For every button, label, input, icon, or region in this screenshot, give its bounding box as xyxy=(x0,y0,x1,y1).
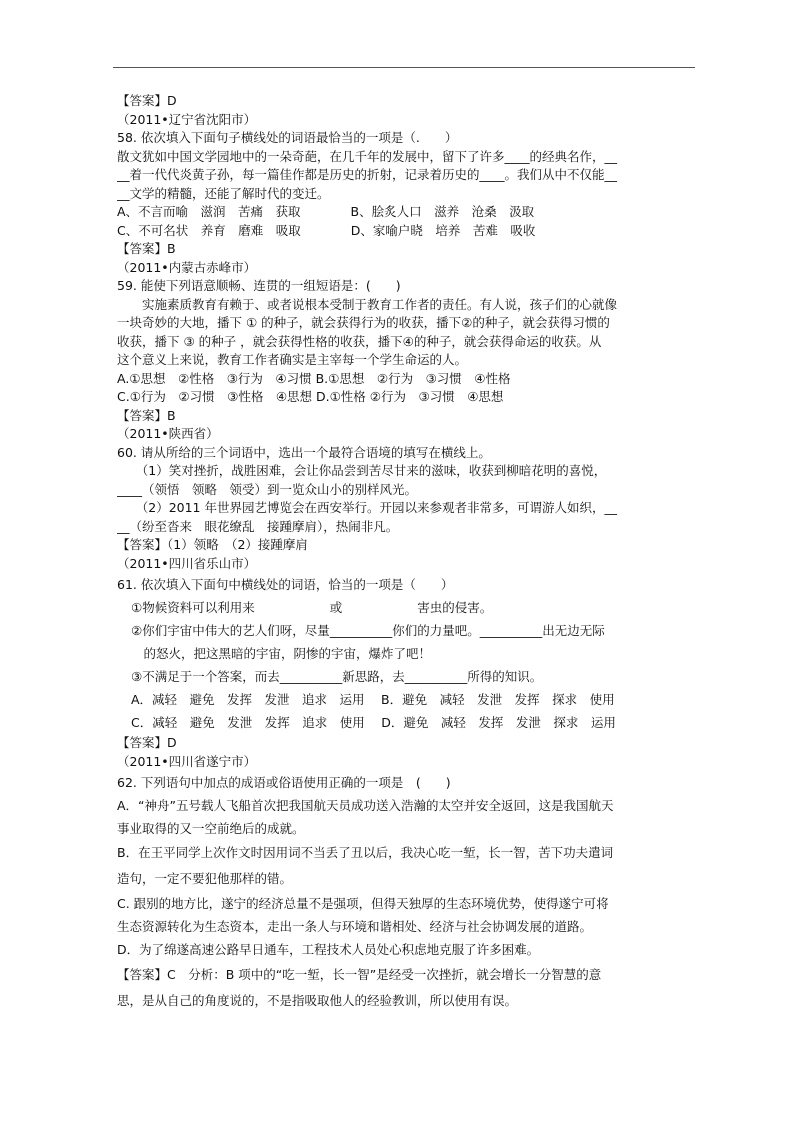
question-text: 散文犹如中国文学园地中的一朵奇葩，在几千年的发展中，留下了许多____的经典名作，__ xyxy=(117,148,618,164)
option-line: B．在王平同学上次作文时因用词不当丢了丑以后，我决心吃一堑，长一智，苦下功夫遣词 xyxy=(117,845,614,860)
answer-line: 【答案】B xyxy=(117,241,176,256)
answer-line: 【答案】（1）领略 （2）接踵摩肩 xyxy=(117,537,308,552)
option-line: A．“神舟”五号载人飞船首次把我国航天员成功送入浩瀚的太空并安全返回，这是我国航天 xyxy=(117,798,614,813)
answer-analysis: 【答案】C 分析：B 项中的“吃一堑，长一智”是经受一次挫折，就会增长一分智慧的意 xyxy=(117,967,602,982)
option-line: A．减轻 避免 发挥 发泄 追求 运用 B．避免 减轻 发泄 发挥 探求 使用 xyxy=(131,692,615,707)
header-rule xyxy=(113,67,695,68)
question-text: 一块奇妙的大地，播下 ① 的种子，就会获得行为的收获，播下②的种子，就会获得习惯的 xyxy=(117,315,610,330)
answer-line: 【答案】D xyxy=(117,93,177,108)
question-text: （2）2011 年世界园艺博览会在西安举行。开园以来参观者非常多，可谓游人如织，__ xyxy=(117,500,617,515)
question-62-stem: 62. 下列语句中加点的成语或俗语使用正确的一项是 ( ) xyxy=(117,775,451,790)
option-line: C.①行为 ②习惯 ③性格 ④思想 D.①性格 ②行为 ③习惯 ④思想 xyxy=(117,389,504,404)
question-61-stem: 61. 依次填入下面句中横线处的词语，恰当的一项是（ ） xyxy=(117,577,454,592)
option-line: C、不可名状 养育 磨难 吸取 D、家喻户晓 培养 苦难 吸收 xyxy=(117,222,536,238)
question-text: 收获，播下 ③ 的种子 ，就会获得性格的收获，播下④的种子，就会获得命运的收获。从 xyxy=(117,333,602,349)
question-text: ①物候资料可以利用来 或 害虫的侵害。 xyxy=(131,600,493,615)
source-line: （2011•内蒙古赤峰市） xyxy=(117,259,257,275)
question-text: 这个意义上来说，教育工作者确实是主宰每一个学生命运的人。 xyxy=(117,352,468,367)
option-line: D．为了绵遂高速公路早日通车，工程技术人员处心积虑地克服了许多困难。 xyxy=(117,942,540,957)
question-text: __（纷至沓来 眼花缭乱 接踵摩肩），热闹非凡。 xyxy=(117,518,399,534)
question-text: __着一代代炎黄子孙，每一篇佳作都是历史的折射，记录着历史的____。我们从中不仅能__ xyxy=(117,167,618,182)
answer-analysis: 思，是从自己的角度说的，不是指吸取他人的经验教训，所以使用有误。 xyxy=(117,993,518,1008)
question-58-stem: 58. 依次填入下面句子横线处的词语最恰当的一项是（. ） xyxy=(117,130,458,145)
question-text: 实施素质教育有赖于、或者说根本受制于教育工作者的责任。有人说，孩子们的心就像 xyxy=(117,296,618,312)
answer-line: 【答案】B xyxy=(117,407,176,423)
answer-line: 【答案】D xyxy=(117,735,177,750)
option-line: C. 跟别的地方比，遂宁的经济总量不是强项，但得天独厚的生态环境优势，使得遂宁可将 xyxy=(117,896,609,911)
option-line: C．减轻 避免 发泄 发挥 追求 使用 D．避免 减轻 发挥 发泄 探求 运用 xyxy=(131,715,616,730)
option-line: 生态资源转化为生态资本，走出一条人与环境和谐相处、经济与社会协调发展的道路。 xyxy=(117,919,593,934)
source-line: （2011•四川省遂宁市） xyxy=(117,753,257,769)
option-line: 造句，一定不要犯他那样的错。 xyxy=(117,871,293,886)
question-text: （1）笑对挫折，战胜困难，会让你品尝到苦尽甘来的滋味，收获到柳暗花明的喜悦， xyxy=(117,463,607,478)
question-text: 的怒火，把这黑暗的宇宙，阴惨的宇宙，爆炸了吧！ xyxy=(131,646,432,661)
document-body xyxy=(117,92,695,1013)
question-text: ②你们宇宙中伟大的艺人们呀，尽量__________你们的力量吧。__________出无边无际 xyxy=(131,623,605,638)
option-line: 事业取得的又一空前绝后的成就。 xyxy=(117,821,305,836)
question-60-stem: 60. 请从所给的三个词语中，选出一个最符合语境的填写在横线上。 xyxy=(117,444,491,460)
question-text: __文学的精髓，还能了解时代的变迁。 xyxy=(117,185,330,201)
option-line: A.①思想 ②性格 ③行为 ④习惯 B.①思想 ②行为 ③习惯 ④性格 xyxy=(117,370,511,386)
source-line: （2011•陕西省） xyxy=(117,426,219,441)
source-line: （2011•辽宁省沈阳市） xyxy=(117,111,257,127)
question-59-stem: 59. 能使下列语意顺畅、连贯的一组短语是：( ) xyxy=(117,278,401,293)
option-line: A、不言而喻 滋润 苦痛 获取 B、脍炙人口 滋养 沧桑 汲取 xyxy=(117,204,535,219)
question-text: ____（领悟 领略 领受）到一览众山小的别样风光。 xyxy=(117,481,418,497)
source-line: （2011•四川省乐山市） xyxy=(117,555,257,571)
question-text: ③不满足于一个答案，而去__________新思路，去__________所得的知识。 xyxy=(131,669,543,684)
